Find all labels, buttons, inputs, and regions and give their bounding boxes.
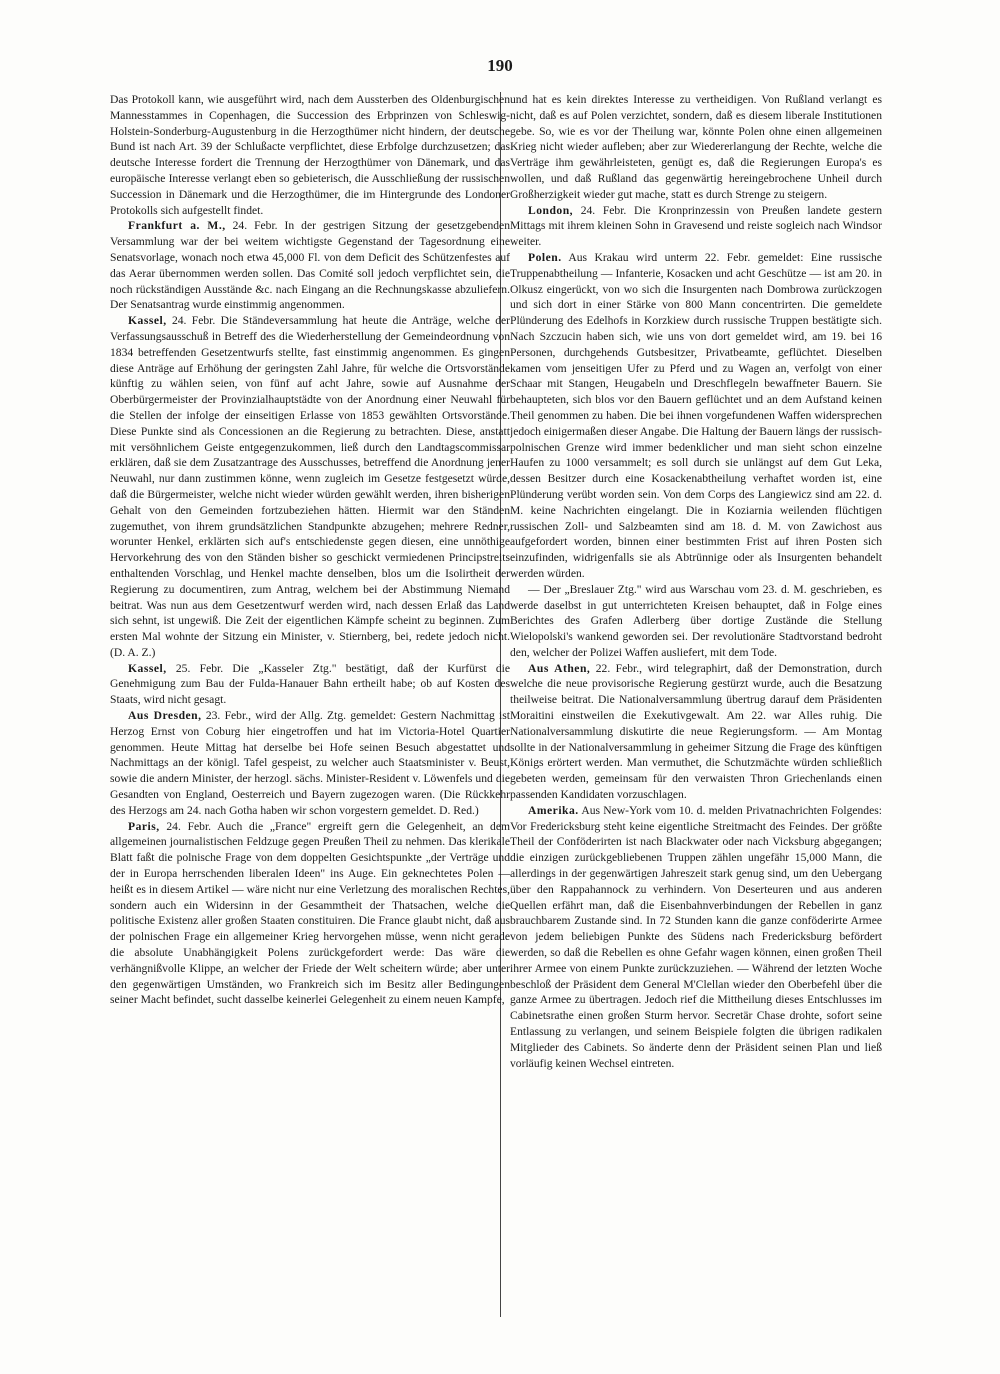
dateline: Amerika. (528, 803, 579, 817)
dateline: Frankfurt a. M., (128, 219, 226, 233)
left-column-paragraph (110, 661, 510, 708)
left-column-paragraph (110, 313, 510, 661)
right-column-paragraph (510, 661, 882, 803)
paragraph-text: 23. Febr., wird der Allg. Ztg. gemeldet: Gestern Nachmittag ist Herzog Ernst von Coburg hier eingetroffen und hat im Victoria-Hotel Quartier genommen. Heute Mittag hat derselbe bei Hofe seinen Besuch abgestattet und Nachmittags an der königl. Tafel gespeist, zu welcher auch Staatsminister v. Beust, sowie die andern Minister, der herzogl. sächs. Minister-Resident v. Löwenfels und die Gesandten von England, Oesterreich und Bayern zugezogen waren. (Die Rückkehr des Herzogs am 24. nach Gotha haben wir schon vorgestern gemeldet. D. Red.) (110, 709, 510, 817)
paragraph-text: 24. Febr. In der gestrigen Sitzung der gesetzgebenden Versammlung war der bei weitem wichtigste Gegenstand der Tagesordnung eine Senatsvorlage, wonach noch etwa 45,000 Fl. von dem Deficit des Schützenfestes auf das Aerar übernommen werden sollen. Das Comité soll jedoch verpflichtet sein, die noch rückständigen Ausstände &c. nach Eingang an die Rechnungskasse abzuliefern. Der Senatsantrag wurde einstimmig angenommen. (110, 219, 510, 312)
paragraph-text: Das Protokoll kann, wie ausgeführt wird, nach dem Aussterben des Oldenburgischen Mannesstammes in Copenhagen, die Succession des Erbprinzen von Schleswig-Holstein-Sonderburg-Augustenburg in die Herzogthümer nicht hindern, der deutsche Bund ist nach Art. 39 der Schlußacte verpflichtet, diese Erbfolge durchzusetzen; das deutsche Interesse fordert die Trennung der Herzogthümer von Dänemark, und das europäische Interesse verlangt eben so gebieterisch, die Ausschließung der russischen Succession in Dänemark und die Herzogthümer, die im Hintergrunde des Londoner Protokolls sich aufgestellt findet. (110, 93, 510, 217)
dateline: Polen. (528, 250, 562, 264)
paragraph-text: 22. Febr., wird telegraphirt, daß der Demonstration, durch welche die neue provisorische Regierung gestürzt wurde, auch die Besatzung theilweise beitrat. Die Nationalversammlung übertrug darauf dem Präsidenten Moraitini einstweilen die Exekutivgewalt. Am 22. war Alles ruhig. Die Nationalversammlung diskutirte die neue Regierungsform. — Am Montag sollte in der Nationalversammlung in geheimer Sitzung die Frage des künftigen Königs erörtert werden. Man vermuthet, die Schutzmächte würden schließlich gebeten werden, gemeinsam für den verwaisten Thron Griechenlands einen passenden Kandidaten vorzuschlagen. (510, 661, 882, 802)
right-column (510, 92, 882, 1317)
right-column-paragraph (510, 803, 882, 1072)
paragraph-text: 24. Febr. Die Kronprinzessin von Preußen landete gestern Mittags mit ihrem kleinen Sohn in Gravesend und reiste sogleich nach Windsor weiter. (510, 203, 882, 249)
dateline: Kassel, (128, 661, 167, 675)
left-column-paragraph (110, 708, 510, 819)
left-column-paragraph (110, 218, 510, 313)
left-column-paragraph (110, 819, 510, 1009)
dateline: Aus Athen, (528, 661, 591, 675)
right-column-paragraph (510, 92, 882, 203)
paragraph-text: 24. Febr. Die Ständeversammlung hat heute die Anträge, welche der Verfassungsausschuß in Betreff des die Wiederherstellung der Gemeindeordnung von 1834 betreffenden Gesetzentwurfs stellte, fast einstimmig angenommen. Es gingen diese Anträge auf Erhöhung der geringsten Zahl Jahre, für welche die Ortsvorstände künftig zu wählen seien, von fünf auf acht Jahre, sowie auf Ausnahme der Oberbürgermeister der Provinzialhauptstädte von der Anordnung einer Neuwahl für die Stellen der infolge der einseitigen Erlasse von 1853 gewählten Ortsvorstände. Diese Punkte sind als Concessionen an die Regierung zu betrachten. Diese, anstatt mit versöhnlichem Geiste entgegenzukommen, ließ durch den Landtagscommissar erklären, daß sie dem Zusatzantrage des Ausschusses, betreffend die Anordnung jener Neuwahl, nur dann zustimmen könne, wenn zugleich im Gesetze festgesetzt würde, daß die Bürgermeister, welche nicht wieder würden gewählt werden, ihren bisherigen Gehalt von den Gemeinden fortzubeziehen hätten. Hiermit war den Ständen zugemuthet, von ihrem grundsätzlichen Standpunkte abzugehen; mehrere Redner, worunter Henkel, erklärten sich auf's entschiedenste gegen diesen, eine unnöthige Hervorkehrung des von den Ständen bisher so geschickt vermiedenen Principstreits enthaltenden Vorschlag, und Henkel machte denselben, blos um die Isolirtheit der Regierung zu documentiren, zum Antrag, welchem bei der Abstimmung Niemand beitrat. Was nun aus dem Gesetzentwurf werden wird, nach dessen Erlaß das Land sich sehnt, ist ungewiß. Die Zeit der eigentlichen Kämpfe scheint zu beginnen. Zum ersten Mal wohnte der Sitzung ein Minister, v. Stiernberg, bei, redete jedoch nicht. (D. A. Z.) (110, 314, 510, 659)
left-column (110, 92, 510, 1317)
dateline: Aus Dresden, (128, 709, 202, 723)
paragraph-text: 24. Febr. Auch die „France" ergreift gern die Gelegenheit, an dem allgemeinen journalistischen Feldzuge gegen Preußen Theil zu nehmen. Das klerikale Blatt faßt die polnische Frage von dem doppelten Gesichtspunkte „der Verträge und der in Europa herrschenden liberalen Ideen" ins Auge. Ein geknechtetes Polen — heißt es in diesem Artikel — wäre nicht nur eine Verletzung des moralischen Rechtes, sondern auch ein Widersinn in der Gesammtheit der Thatsachen, welche die politische Existenz aller großen Staaten constituiren. Die France glaubt nicht, daß aus der polnischen Frage ein allgemeiner Krieg hervorgehen müsse, wenn nicht gerade die absolute Unabhängigkeit Polens zurückgefordert werde: Das wäre die verhängnißvolle Klippe, an welcher der Friede der Welt scheitern würde; aber unter den gegenwärtigen Umständen, wo Frankreich sich im Besitz aller Bedingungen seiner Macht befindet, sucht dasselbe keinerlei Gelegenheit zu einem neuen Kampfe, (110, 819, 510, 1007)
paragraph-text: 25. Febr. Die „Kasseler Ztg." bestätigt, daß der Kurfürst die Genehmigung zum Bau der Fulda-Hanauer Bahn ertheilt habe; ob auf Kosten des Staats, wird nicht gesagt. (110, 661, 510, 707)
dateline: Paris, (128, 819, 160, 833)
right-column-paragraph (510, 582, 882, 661)
dateline: Kassel, (128, 314, 167, 328)
paragraph-text: — Der „Breslauer Ztg." wird aus Warschau vom 23. d. M. geschrieben, es werde daselbst in gut unterrichteten Kreisen behauptet, daß in Folge eines Berichtes des Grafen Adlerberg über dortige Zustände die Stellung Wielopolski's wankend geworden sei. Der revolutionäre Stadtvorstand bedroht den, welcher der Polizei Waffen ausliefert, mit dem Tode. (510, 582, 882, 659)
left-column-paragraph (110, 92, 510, 218)
dateline: London, (528, 203, 574, 217)
right-column-paragraph (510, 250, 882, 582)
paragraph-text: Aus New-York vom 10. d. melden Privatnachrichten Folgendes: Vor Fredericksburg steht keine eigentliche Streitmacht des Feindes. Der größte Theil der Conföderirten ist nach Blackwater oder nach Vicksburg abgegangen; die einzigen zurückgebliebenen Truppen zählen ungefähr 15,000 Mann, die allerdings in der gegenwärtigen Jahreszeit stark genug sind, um den Uebergang über den Rappahannock zu verhindern. Von Deserteuren und aus anderen Quellen erfährt man, daß die Eisenbahnverbindungen der Rebellen in ganz brauchbarem Zustande sind. In 72 Stunden kann die ganze conföderirte Armee von jedem beliebigen Punkte des Südens nach Fredericksburg befördert werden, so daß die Rebellen es ohne Gefahr wagen können, einen großen Theil ihrer Armee von einem Punkte zurückzuziehen. — Während der letzten Woche beschloß der Präsident dem General M'Clellan wieder den Oberbefehl über die ganze Armee zu übertragen. Jedoch rief die Mittheilung dieses Entschlusses im Cabinetsrathe einen großen Sturm hervor. Secretär Chase drohte, sofort seine Entlassung zu verlangen, und seinem Beispiele folgten die übrigen radikalen Mitglieder des Cabinets. So änderte denn der Präsident seinen Plan und ließ vorläufig keinen Wechsel eintreten. (510, 803, 882, 1070)
paragraph-text: und hat es kein direktes Interesse zu vertheidigen. Von Rußland verlangt es nicht, daß es auf Polen verzichtet, sondern, daß es diesem liberale Institutionen gebe. So, wie es vor der Theilung war, könnte Polen ohne einen allgemeinen Krieg nicht wieder aufleben; aber zur Wiedererlangung der Rechte, welche die Verträge ihm gewährleisteten, genügt es, daß die Regierungen Europa's es wollen, und daß Rußland das gegenwärtig hereingebrochene Unheil durch Großherzigkeit wieder gut mache, statt es durch Strenge zu steigern. (510, 93, 882, 201)
paragraph-text: Aus Krakau wird unterm 22. Febr. gemeldet: Eine russische Truppenabtheilung — Infanterie, Kosacken und acht Geschütze — ist am 20. in Olkusz eingerückt, von wo sich die Insurgenten nach Dombrowa zurückzogen und sich dort in einer Stärke von 800 Mann concentrirten. Die gemeldete Plünderung des Edelhofs in Korzkiew durch russische Truppen bestätigte sich. Nach Szczucin haben sich, wie uns von dort gemeldet wird, am 19. bei 16 Personen, durchgehends Gutsbesitzer, Privatbeamte, geflüchtet. Dieselben kamen vom jenseitigen Ufer zu Pferd und zu Wagen an, verfolgt von einer Schaar mit Stangen, Heugabeln und Dreschflegeln bewaffneter Bauern. Sie behaupteten, sich blos vor den Bauern geflüchtet und an dem Aufstand keinen Theil genommen zu haben. Die bei ihnen vorgefundenen Waffen widersprechen jedoch einigermaßen dieser Angabe. Die Haltung der Bauern längs der russisch-polnischen Grenze wird immer bedenklicher und man sieht schon einzelne Haufen zu 1000 versammelt; es soll durch sie unlängst auf dem Gut Leka, dessen Besitzer durch eine Kosackenabtheilung verhaftet worden ist, eine Plünderung verübt worden sein. Von dem Corps des Langiewicz sind am 22. d. M. keine Nachrichten eingelangt. Die in Koziarnia weilenden flüchtigen russischen Zoll- und Salzbeamten sind am 18. d. M. von Zawichost aus aufgefordert worden, binnen einer bestimmten Frist auf ihren Posten sich einzufinden, widrigenfalls sie als Abtrünnige oder als Insurgenten behandelt werden würden. (510, 250, 882, 580)
page-number: 190 (487, 56, 513, 75)
right-column-paragraph (510, 203, 882, 250)
